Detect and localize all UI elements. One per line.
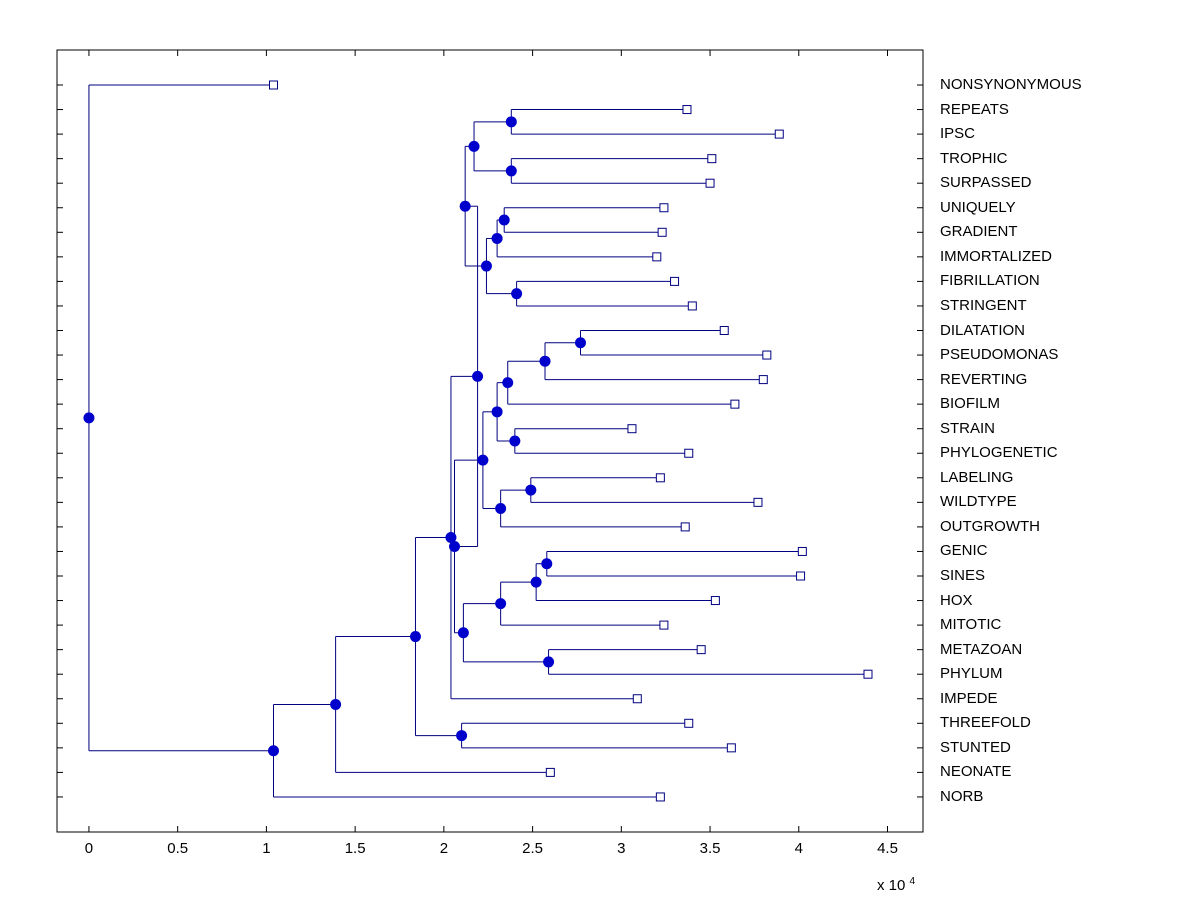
leaf-label: NEONATE	[940, 763, 1012, 781]
leaf-marker	[731, 400, 739, 408]
leaf-label: BIOFILM	[940, 395, 1001, 413]
x-tick-label: 2.5	[522, 840, 543, 857]
leaf-label: LABELING	[940, 468, 1014, 486]
leaf-label: MITOTIC	[940, 616, 1002, 634]
node-outgrowth-join	[495, 503, 506, 514]
leaf-label: STRAIN	[940, 419, 996, 437]
merge-node-markers	[83, 116, 586, 756]
node-norb-join	[268, 745, 279, 756]
leaf-label: IMMORTALIZED	[940, 247, 1052, 265]
node-genic-sines	[541, 558, 552, 569]
leaf-marker	[797, 572, 805, 580]
leaf-marker	[763, 351, 771, 359]
leaf-label: STUNTED	[940, 738, 1011, 756]
node-immortalized-join	[492, 233, 503, 244]
leaf-label: STRINGENT	[940, 296, 1027, 314]
node-impede-join	[445, 532, 456, 543]
node-trophic-surpassed	[506, 165, 517, 176]
x-axis-ticks	[89, 50, 888, 832]
leaf-label: SINES	[940, 567, 986, 584]
x-tick-label: 0	[84, 840, 94, 857]
node-repeats-ipsc	[506, 116, 517, 127]
node-threefold-stunted	[456, 730, 467, 741]
leaf-label: OUTGROWTH	[940, 517, 1040, 535]
node-root	[83, 412, 94, 423]
x-tick-label: 4.5	[877, 840, 898, 857]
node-labeling-wildtype	[525, 485, 536, 496]
x-tick-label: 2	[439, 840, 449, 857]
leaf-marker	[653, 253, 661, 261]
x-tick-label: 0.5	[167, 840, 189, 857]
x-tick-label: 3.5	[699, 840, 721, 857]
leaf-marker	[697, 646, 705, 654]
node-neonate-join	[330, 699, 341, 710]
leaf-label: NONSYNONYMOUS	[940, 76, 1082, 93]
leaf-label: UNIQUELY	[940, 198, 1016, 216]
leaf-label: PSEUDOMONAS	[940, 346, 1059, 364]
node-uniquely-gradient	[499, 215, 510, 226]
leaf-label: WILDTYPE	[940, 493, 1017, 511]
leaf-marker	[658, 228, 666, 236]
leaf-label: TROPHIC	[940, 149, 1008, 167]
leaf-marker	[660, 621, 668, 629]
x-tick-label: 1	[262, 840, 271, 857]
leaf-label: GRADIENT	[940, 223, 1018, 241]
node-upper-a	[469, 141, 480, 152]
leaf-marker	[628, 425, 636, 433]
y-axis-ticks	[57, 85, 923, 797]
leaf-label: PHYLOGENETIC	[940, 444, 1058, 462]
leaf-label: THREEFOLD	[940, 714, 1031, 732]
leaf-label: REVERTING	[940, 370, 1028, 388]
leaf-marker	[688, 302, 696, 310]
leaf-marker	[775, 130, 783, 138]
dendrogram-links	[89, 85, 868, 797]
leaf-marker	[706, 179, 714, 187]
leaf-label: PHYLUM	[940, 665, 1003, 683]
node-metazoan-phylum	[543, 656, 554, 667]
leaf-marker	[660, 204, 668, 212]
leaf-label: NORB	[940, 787, 984, 805]
node-mitotic-join	[495, 598, 506, 609]
node-strain-phylogenetic	[509, 435, 520, 446]
node-hox-join	[531, 577, 542, 588]
leaf-label: SURPASSED	[940, 174, 1032, 192]
leaf-marker	[720, 327, 728, 335]
leaf-marker	[727, 744, 735, 752]
leaf-marker	[711, 597, 719, 605]
leaf-marker	[270, 81, 278, 89]
leaf-marker	[546, 768, 554, 776]
axis-exponent-label: x 10 $^4$	[877, 876, 916, 894]
leaf-marker	[633, 695, 641, 703]
leaf-label: IMPEDE	[940, 689, 998, 707]
node-upper-c	[460, 201, 471, 212]
x-tick-label: 3	[617, 840, 626, 857]
leaf-label: REPEATS	[940, 100, 1009, 118]
node-fibrillation-stringent	[511, 288, 522, 299]
leaf-marker	[685, 449, 693, 457]
leaf-marker	[656, 793, 664, 801]
leaf-label: IPSC	[940, 125, 976, 143]
node-dilatation-pseudomonas	[575, 337, 586, 348]
leaf-marker	[685, 719, 693, 727]
node-biofilm-join	[502, 377, 513, 388]
node-mid-b	[477, 455, 488, 466]
leaf-marker	[754, 498, 762, 506]
leaf-marker	[656, 474, 664, 482]
node-upper-b	[481, 261, 492, 272]
leaf-marker	[864, 670, 872, 678]
leaf-label: GENIC	[940, 542, 988, 560]
plot-axes-frame	[57, 50, 923, 832]
node-upper-lower-join	[472, 371, 483, 382]
x-tick-label: 4	[794, 840, 803, 857]
leaf-label: HOX	[940, 591, 973, 609]
node-reverting-join	[540, 356, 551, 367]
leaf-marker	[671, 277, 679, 285]
leaf-label: DILATATION	[940, 321, 1026, 339]
node-lower-b	[410, 631, 421, 642]
leaf-markers	[270, 81, 872, 801]
node-mid-c	[458, 627, 469, 638]
leaf-marker	[759, 376, 767, 384]
leaf-marker	[708, 155, 716, 163]
leaf-marker	[681, 523, 689, 531]
leaf-marker	[798, 547, 806, 555]
node-mid-a	[492, 406, 503, 417]
x-tick-label: 1.5	[344, 840, 366, 857]
leaf-label: METAZOAN	[940, 640, 1023, 658]
leaf-marker	[683, 106, 691, 114]
leaf-label: FIBRILLATION	[940, 272, 1040, 290]
